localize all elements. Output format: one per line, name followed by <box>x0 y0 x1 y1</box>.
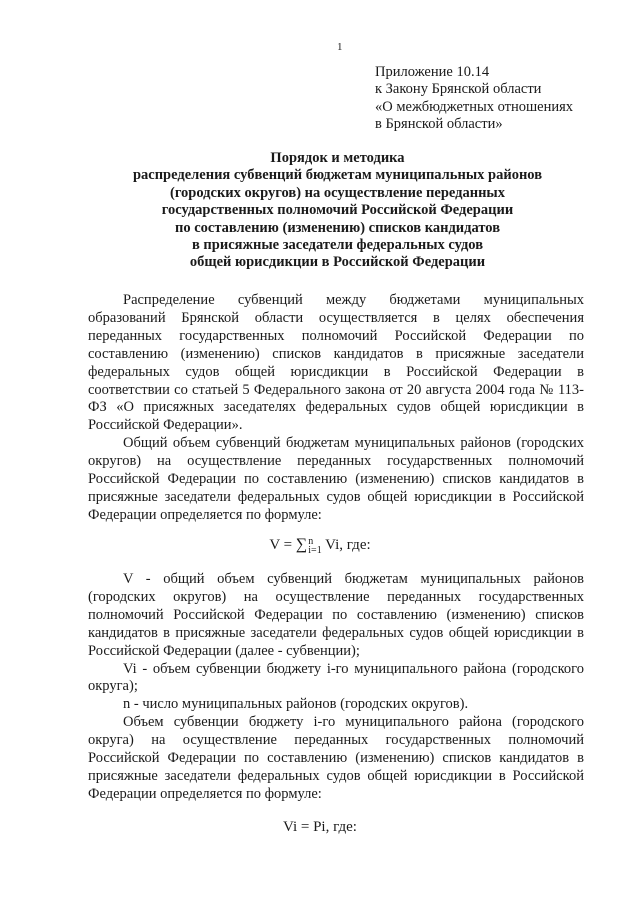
body-block-1 <box>88 292 584 525</box>
appendix-line: в Брянской области» <box>375 116 503 133</box>
formula-sum <box>0 536 640 555</box>
paragraph: Распределение субвенций между бюджетами муниципальных образований Брянской области осуществляется в целях обеспечения переданных государственных полномочий Российской Федерации по составлению (изменению) списков кандидатов в присяжные заседатели федеральных судов общей юрисдикции в Российской Федерации в соответствии со статьей 5 Федерального закона от 20 августа 2004 года № 113-ФЗ «О присяжных заседателях федеральных судов общей юрисдикции в Российской Федерации». <box>88 292 584 434</box>
title-line: Порядок и методика <box>270 150 405 166</box>
title-line: общей юрисдикции в Российской Федерации <box>189 254 486 271</box>
title-line: по составлению (изменению) списков кандидатов <box>174 219 501 236</box>
sum-lower-limit: i=1 <box>308 544 322 556</box>
paragraph: Общий объем субвенций бюджетам муниципальных районов (городских округов) на осуществление переданных государственных полномочий Российской Федерации по составлению (изменению) списков кандидатов в присяжные заседатели федеральных судов общей юрисдикции в Российской Федерации определяется по формуле: <box>88 435 584 523</box>
paragraph: V - общий объем субвенций бюджетам муниципальных районов (городских округов) на осуществление переданных государственных полномочий Российской Федерации по составлению (изменению) списков кандидатов в присяжные заседатели федеральных судов общей юрисдикции в Российской Федерации (далее - субвенции); <box>88 571 584 659</box>
title-line: в присяжные заседатели федеральных судов <box>191 237 484 254</box>
sum-symbol: ∑ <box>295 536 308 553</box>
document-title <box>90 150 585 272</box>
sum-upper-limit: n <box>308 535 314 547</box>
paragraph: n - число муниципальных районов (городских округов). <box>123 696 469 713</box>
formula-lhs: V = <box>269 537 296 553</box>
paragraph: Объем субвенции бюджету i-го муниципального района (городского округа) на осуществление переданных государственных полномочий Российской Федерации по составлению (изменению) списков кандидатов в присяжные заседатели федеральных судов общей юрисдикции в Российской Федерации определяется по формуле: <box>88 714 584 802</box>
appendix-line: «О межбюджетных отношениях <box>375 98 574 115</box>
formula-vi: Vi = Pi, где: <box>283 819 357 835</box>
paragraph: Vi - объем субвенции бюджету i-го муниципального района (городского округа); <box>88 660 584 695</box>
title-line: распределения субвенций бюджетам муниципальных районов <box>132 167 543 184</box>
formula-rhs: Vi, где: <box>321 537 371 553</box>
title-line: (городских округов) на осуществление переданных <box>169 184 505 201</box>
appendix-line: Приложение 10.14 <box>375 64 490 80</box>
appendix-line: к Закону Брянской области <box>375 81 542 98</box>
body-block-2 <box>88 571 584 804</box>
appendix-header <box>375 64 573 134</box>
page-number: 1 <box>337 41 343 53</box>
title-line: государственных полномочий Российской Федерации <box>161 202 514 219</box>
